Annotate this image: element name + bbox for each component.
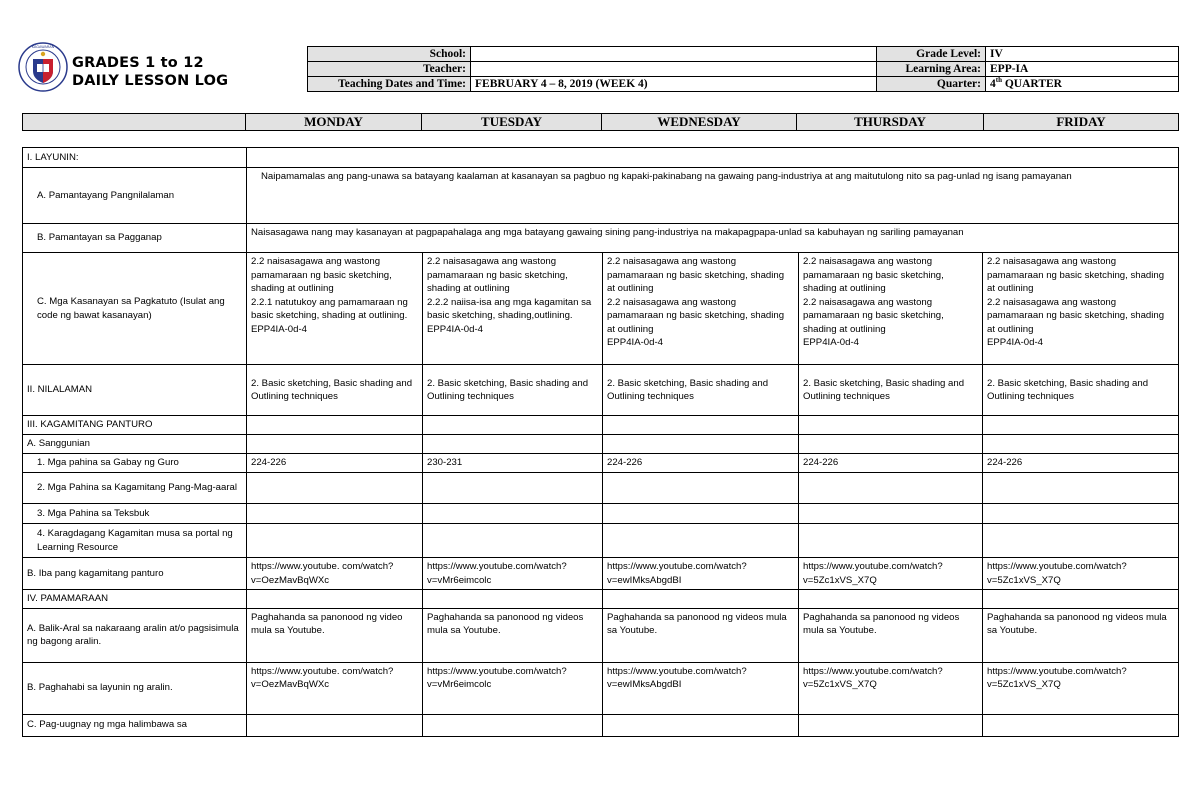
paghahabi-wednesday[interactable]: https://www.youtube.com/watch?v=ewIMksAbgdBI bbox=[603, 662, 799, 714]
empty-cell[interactable] bbox=[799, 473, 983, 504]
table-row bbox=[23, 590, 1179, 609]
kasanayan-label: C. Mga Kasanayan sa Pagkatuto (Isulat ang code ng bawat kasanayan) bbox=[23, 253, 247, 365]
empty-cell[interactable] bbox=[423, 714, 603, 736]
empty-cell[interactable] bbox=[799, 590, 983, 609]
empty-cell[interactable] bbox=[603, 473, 799, 504]
empty-cell[interactable] bbox=[983, 590, 1179, 609]
paghahabi-label: B. Paghahabi sa layunin ng aralin. bbox=[23, 662, 247, 714]
svg-text:KAGAWARAN: KAGAWARAN bbox=[31, 45, 55, 49]
iba-monday[interactable]: https://www.youtube. com/watch?v=OezMavBqWXc bbox=[247, 558, 423, 590]
kagamitan-label: III. KAGAMITANG PANTURO bbox=[23, 416, 247, 435]
empty-cell[interactable] bbox=[603, 435, 799, 454]
nilalaman-wednesday[interactable]: 2. Basic sketching, Basic shading and Outlining techniques bbox=[603, 365, 799, 416]
empty-cell[interactable] bbox=[247, 435, 423, 454]
day-wednesday: WEDNESDAY bbox=[602, 114, 797, 131]
pagganap-text[interactable]: Naisasagawa nang may kasanayan at pagpapahalaga ang mga batayang gawaing sining pang-industriya na makapagpapa-unlad sa kabuhayan ng sariling pamayanan bbox=[247, 224, 1179, 253]
empty-cell[interactable] bbox=[247, 524, 423, 558]
day-thursday: THURSDAY bbox=[797, 114, 984, 131]
day-friday: FRIDAY bbox=[984, 114, 1179, 131]
table-row bbox=[23, 224, 1179, 253]
empty-cell[interactable] bbox=[247, 590, 423, 609]
karagdagang-label: 4. Karagdagang Kagamitan musa sa portal ng Learning Resource bbox=[23, 524, 247, 558]
empty-cell[interactable] bbox=[799, 416, 983, 435]
empty-cell[interactable] bbox=[983, 504, 1179, 524]
table-row bbox=[23, 454, 1179, 473]
table-row bbox=[23, 662, 1179, 714]
empty-cell[interactable] bbox=[247, 714, 423, 736]
kasanayan-thursday[interactable]: 2.2 naisasagawa ang wastong pamamaraan ng basic sketching, shading at outlining 2.2 naisasagawa ang wastong pamamaraan ng basic sketching, shading at outlining EPP4IA-0d-4 bbox=[799, 253, 983, 365]
empty-cell[interactable] bbox=[983, 524, 1179, 558]
iba-wednesday[interactable]: https://www.youtube.com/watch?v=ewIMksAbgdBI bbox=[603, 558, 799, 590]
lesson-log-table bbox=[22, 147, 1179, 737]
empty-cell[interactable] bbox=[799, 504, 983, 524]
empty-cell[interactable] bbox=[603, 714, 799, 736]
paghahabi-thursday[interactable]: https://www.youtube.com/watch?v=5Zc1xVS_X7Q bbox=[799, 662, 983, 714]
empty-cell[interactable] bbox=[983, 473, 1179, 504]
grade-level-value[interactable]: IV bbox=[986, 47, 1179, 62]
title-line-1: GRADES 1 to 12 bbox=[72, 55, 204, 71]
empty-cell[interactable] bbox=[603, 416, 799, 435]
paghahabi-monday[interactable]: https://www.youtube. com/watch?v=OezMavBqWXc bbox=[247, 662, 423, 714]
empty-cell[interactable] bbox=[423, 504, 603, 524]
empty-cell[interactable] bbox=[423, 435, 603, 454]
table-row bbox=[23, 524, 1179, 558]
empty-cell[interactable] bbox=[423, 590, 603, 609]
nilalaman-label: II. NILALAMAN bbox=[23, 365, 247, 416]
empty-cell[interactable] bbox=[603, 504, 799, 524]
paghahabi-friday[interactable]: https://www.youtube.com/watch?v=5Zc1xVS_X7Q bbox=[983, 662, 1179, 714]
gabay-friday[interactable]: 224-226 bbox=[983, 454, 1179, 473]
table-row bbox=[23, 608, 1179, 662]
iba-tuesday[interactable]: https://www.youtube.com/watch?v=vMr6eimcolc bbox=[423, 558, 603, 590]
layunin-cell[interactable] bbox=[247, 148, 1179, 168]
balik-aral-label: A. Balik-Aral sa nakaraang aralin at/o pagsisimula ng bagong aralin. bbox=[23, 608, 247, 662]
header-info-table bbox=[307, 46, 1179, 92]
day-monday: MONDAY bbox=[246, 114, 422, 131]
gabay-monday[interactable]: 224-226 bbox=[247, 454, 423, 473]
pamamaraan-label: IV. PAMAMARAAN bbox=[23, 590, 247, 609]
teacher-value[interactable] bbox=[471, 62, 877, 77]
balik-wednesday[interactable]: Paghahanda sa panonood ng videos mula sa Youtube. bbox=[603, 608, 799, 662]
title-line-2: DAILY LESSON LOG bbox=[72, 73, 229, 89]
days-header-table bbox=[22, 113, 1179, 131]
deped-seal-icon bbox=[18, 42, 68, 92]
teksbuk-label: 3. Mga Pahina sa Teksbuk bbox=[23, 504, 247, 524]
nilalaman-friday[interactable]: 2. Basic sketching, Basic shading and Outlining techniques bbox=[983, 365, 1179, 416]
iba-friday[interactable]: https://www.youtube.com/watch?v=5Zc1xVS_X7Q bbox=[983, 558, 1179, 590]
balik-friday[interactable]: Paghahanda sa panonood ng videos mula sa Youtube. bbox=[983, 608, 1179, 662]
balik-monday[interactable]: Paghahanda sa panonood ng video mula sa Youtube. bbox=[247, 608, 423, 662]
empty-cell[interactable] bbox=[603, 524, 799, 558]
pamantayang-label: A. Pamantayang Pangnilalaman bbox=[23, 168, 247, 224]
empty-cell[interactable] bbox=[799, 435, 983, 454]
kasanayan-tuesday[interactable]: 2.2 naisasagawa ang wastong pamamaraan ng basic sketching, shading at outlining 2.2.2 naiisa-isa ang mga kagamitan sa basic sketching, shading,outlining. EPP4IA-0d-4 bbox=[423, 253, 603, 365]
pag-uugnay-label: C. Pag-uugnay ng mga halimbawa sa bbox=[23, 714, 247, 736]
paghahabi-tuesday[interactable]: https://www.youtube.com/watch?v=vMr6eimcolc bbox=[423, 662, 603, 714]
table-row bbox=[23, 365, 1179, 416]
quarter-label: Quarter: bbox=[877, 77, 986, 92]
nilalaman-thursday[interactable]: 2. Basic sketching, Basic shading and Outlining techniques bbox=[799, 365, 983, 416]
empty-cell[interactable] bbox=[423, 524, 603, 558]
quarter-value[interactable] bbox=[986, 77, 1179, 92]
table-row bbox=[23, 714, 1179, 736]
kagamitang-mag-aaral-label: 2. Mga Pahina sa Kagamitang Pang-Mag-aaral bbox=[23, 473, 247, 504]
quarter-word: QUARTER bbox=[1004, 78, 1062, 90]
table-row bbox=[23, 435, 1179, 454]
quarter-number: 4 bbox=[990, 78, 996, 90]
empty-cell[interactable] bbox=[983, 435, 1179, 454]
day-tuesday: TUESDAY bbox=[422, 114, 602, 131]
gabay-thursday[interactable]: 224-226 bbox=[799, 454, 983, 473]
nilalaman-monday[interactable]: 2. Basic sketching, Basic shading and Outlining techniques bbox=[247, 365, 423, 416]
teaching-dates-value[interactable]: FEBRUARY 4 – 8, 2019 (WEEK 4) bbox=[471, 77, 877, 92]
empty-cell[interactable] bbox=[423, 416, 603, 435]
table-row bbox=[23, 504, 1179, 524]
form-title bbox=[72, 54, 228, 90]
school-label: School: bbox=[308, 47, 471, 62]
learning-area-label: Learning Area: bbox=[877, 62, 986, 77]
table-row bbox=[23, 416, 1179, 435]
nilalaman-tuesday[interactable]: 2. Basic sketching, Basic shading and Outlining techniques bbox=[423, 365, 603, 416]
table-row bbox=[23, 148, 1179, 168]
sanggunian-label: A. Sanggunian bbox=[23, 435, 247, 454]
table-row bbox=[23, 253, 1179, 365]
grade-level-label: Grade Level: bbox=[877, 47, 986, 62]
pamantayang-text[interactable]: Naipamamalas ang pang-unawa sa batayang kaalaman at kasanayan sa pagbuo ng kapaki-pakinabang na gawaing pang-industriya at ang maitutulong nito sa pag-unlad ng isang pamayanan bbox=[247, 168, 1179, 224]
empty-cell[interactable] bbox=[799, 524, 983, 558]
empty-cell[interactable] bbox=[983, 714, 1179, 736]
empty-cell[interactable] bbox=[983, 416, 1179, 435]
empty-cell[interactable] bbox=[423, 473, 603, 504]
days-header-blank bbox=[23, 114, 246, 131]
kasanayan-monday[interactable]: 2.2 naisasagawa ang wastong pamamaraan ng basic sketching, shading at outlining 2.2.1 natutukoy ang pamamaraan ng basic sketching, shading at outlining. EPP4IA-0d-4 bbox=[247, 253, 423, 365]
table-row bbox=[23, 168, 1179, 224]
layunin-label: I. LAYUNIN: bbox=[23, 148, 247, 168]
empty-cell[interactable] bbox=[247, 504, 423, 524]
iba-label: B. Iba pang kagamitang panturo bbox=[23, 558, 247, 590]
kasanayan-wednesday[interactable]: 2.2 naisasagawa ang wastong pamamaraan ng basic sketching, shading at outlining 2.2 naisasagawa ang wastong pamamaraan ng basic sketching, shading at outlining EPP4IA-0d-4 bbox=[603, 253, 799, 365]
balik-thursday[interactable]: Paghahanda sa panonood ng videos mula sa Youtube. bbox=[799, 608, 983, 662]
table-row bbox=[23, 473, 1179, 504]
teaching-dates-label: Teaching Dates and Time: bbox=[308, 77, 471, 92]
empty-cell[interactable] bbox=[247, 473, 423, 504]
empty-cell[interactable] bbox=[603, 590, 799, 609]
balik-tuesday[interactable]: Paghahanda sa panonood ng videos mula sa Youtube. bbox=[423, 608, 603, 662]
learning-area-value[interactable]: EPP-IA bbox=[986, 62, 1179, 77]
quarter-suffix: th bbox=[995, 76, 1002, 85]
iba-thursday[interactable]: https://www.youtube.com/watch?v=5Zc1xVS_X7Q bbox=[799, 558, 983, 590]
gabay-wednesday[interactable]: 224-226 bbox=[603, 454, 799, 473]
empty-cell[interactable] bbox=[247, 416, 423, 435]
gabay-tuesday[interactable]: 230-231 bbox=[423, 454, 603, 473]
pagganap-label: B. Pamantayan sa Pagganap bbox=[23, 224, 247, 253]
gabay-label: 1. Mga pahina sa Gabay ng Guro bbox=[23, 454, 247, 473]
teacher-label: Teacher: bbox=[308, 62, 471, 77]
table-row bbox=[23, 558, 1179, 590]
school-value[interactable] bbox=[471, 47, 877, 62]
empty-cell[interactable] bbox=[799, 714, 983, 736]
kasanayan-friday[interactable]: 2.2 naisasagawa ang wastong pamamaraan ng basic sketching, shading at outlining 2.2 naisasagawa ang wastong pamamaraan ng basic sketching, shading at outlining EPP4IA-0d-4 bbox=[983, 253, 1179, 365]
